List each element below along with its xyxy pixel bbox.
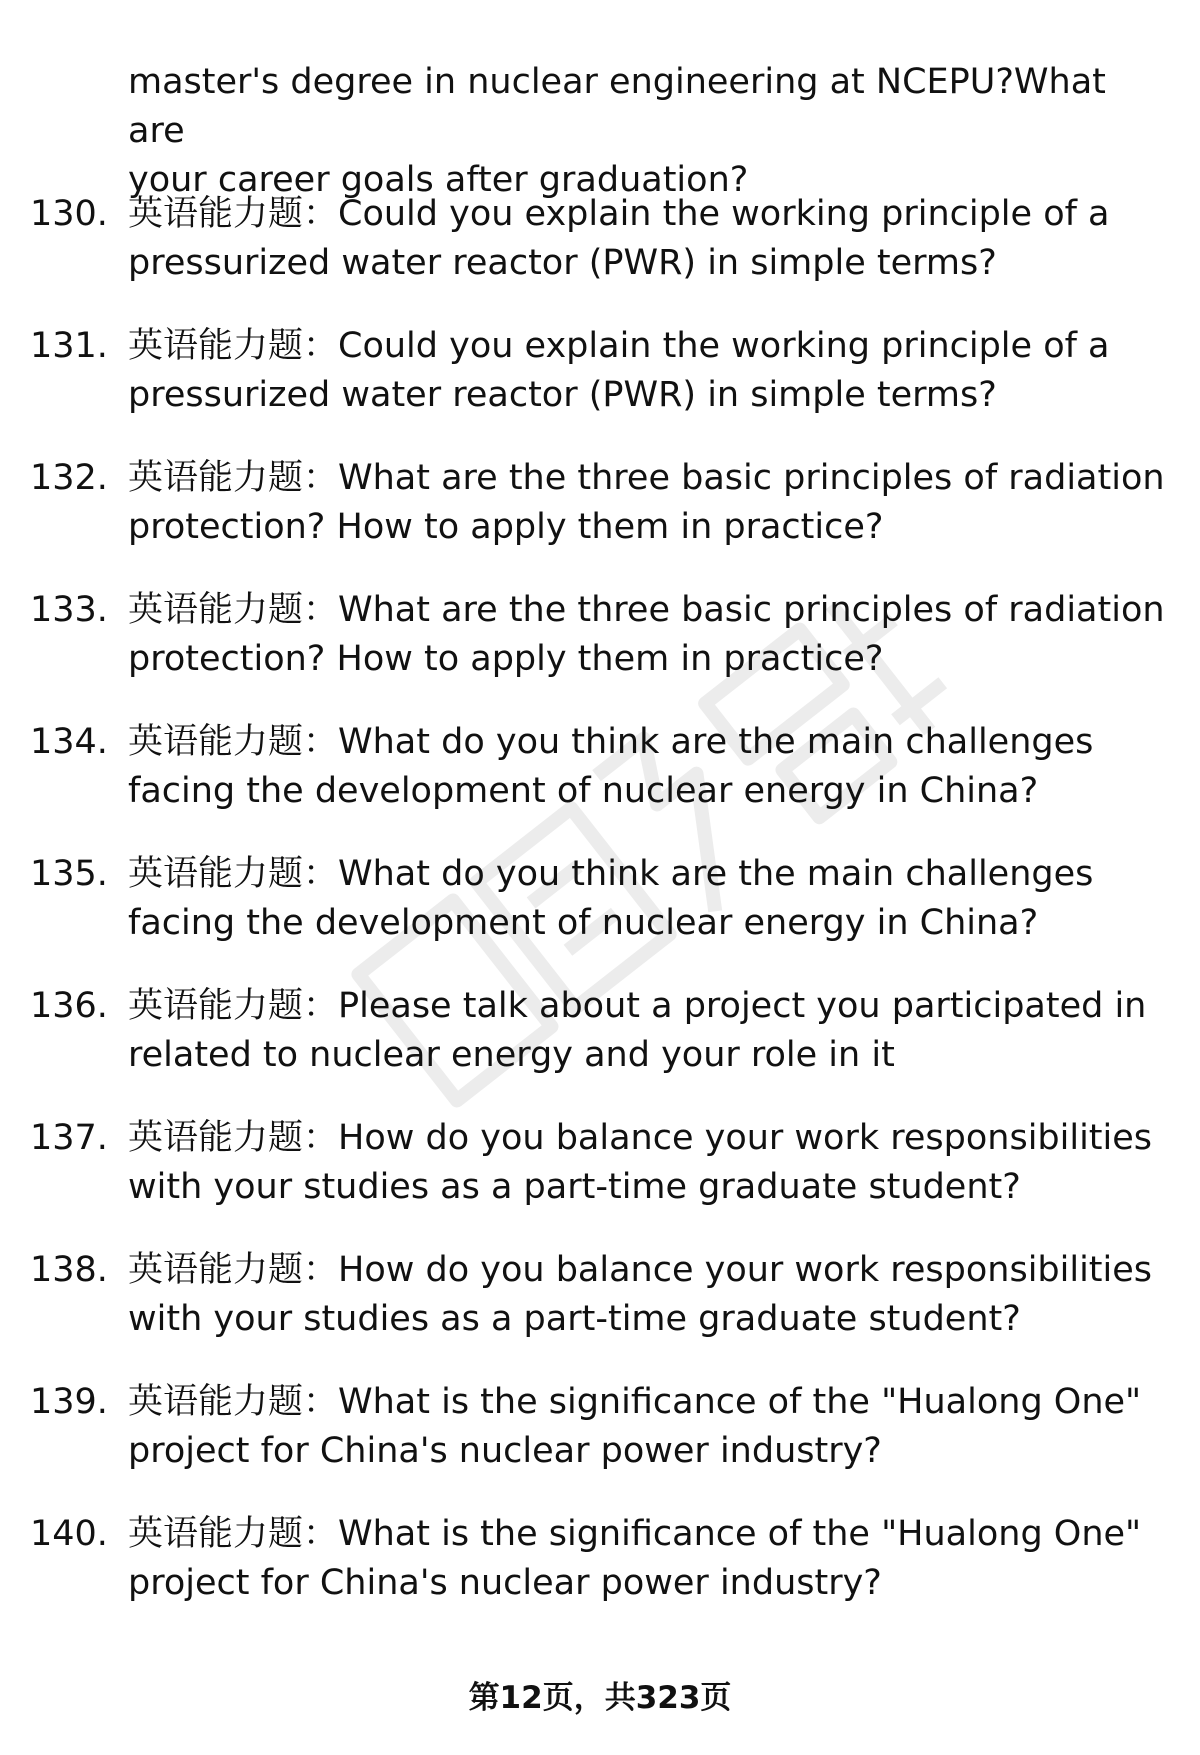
list-item	[0, 454, 1200, 586]
question-line-1	[128, 982, 1178, 1031]
question-prefix: 英语能力题：	[128, 722, 339, 762]
question-prefix: 英语能力题：	[128, 1514, 339, 1554]
list-item	[0, 190, 1200, 322]
question-text	[128, 982, 1178, 1080]
continued-question-text: master's degree in nuclear engineering at NCEPU?What are your career goals after graduation?	[128, 62, 1106, 200]
question-text	[128, 1510, 1178, 1608]
question-text	[128, 322, 1178, 420]
question-number: 133.	[30, 590, 108, 630]
question-line-2: pressurized water reactor (PWR) in simple terms?	[128, 375, 997, 415]
list-item	[0, 1246, 1200, 1378]
question-number: 130.	[30, 194, 108, 234]
question-line-2: pressurized water reactor (PWR) in simple terms?	[128, 243, 997, 283]
question-body: What is the significance of the "Hualong One"	[338, 1382, 1142, 1422]
question-text	[128, 1378, 1178, 1476]
question-prefix: 英语能力题：	[128, 854, 339, 894]
question-prefix: 英语能力题：	[128, 326, 339, 366]
question-body: How do you balance your work responsibilities	[338, 1250, 1153, 1290]
question-body: Could you explain the working principle of a	[338, 326, 1110, 366]
list-item	[0, 1378, 1200, 1510]
question-prefix: 英语能力题：	[128, 1118, 339, 1158]
question-body: How do you balance your work responsibilities	[338, 1118, 1153, 1158]
question-line-1	[128, 1246, 1178, 1295]
question-line-2: with your studies as a part-time graduate student?	[128, 1299, 1021, 1339]
question-line-1	[128, 850, 1178, 899]
question-line-2: facing the development of nuclear energy in China?	[128, 771, 1039, 811]
list-item	[0, 982, 1200, 1114]
list-item	[0, 586, 1200, 718]
question-number: 132.	[30, 458, 108, 498]
question-number: 138.	[30, 1250, 108, 1290]
question-body: Could you explain the working principle of a	[338, 194, 1110, 234]
question-text	[128, 1246, 1178, 1344]
question-number: 137.	[30, 1118, 108, 1158]
page-footer: 第12页，共323页	[468, 1680, 732, 1716]
question-number: 135.	[30, 854, 108, 894]
question-number: 134.	[30, 722, 108, 762]
question-number: 139.	[30, 1382, 108, 1422]
question-text	[128, 190, 1178, 288]
question-number: 131.	[30, 326, 108, 366]
question-line-2: project for China's nuclear power industry?	[128, 1431, 882, 1471]
question-line-1	[128, 1510, 1178, 1559]
question-line-1	[128, 190, 1178, 239]
question-body: What are the three basic principles of radiation	[338, 458, 1165, 498]
question-body: What are the three basic principles of radiation	[338, 590, 1165, 630]
question-text	[128, 586, 1178, 684]
list-item	[0, 1114, 1200, 1246]
question-body: Please talk about a project you participated in	[338, 986, 1147, 1026]
question-prefix: 英语能力题：	[128, 194, 339, 234]
question-text	[128, 850, 1178, 948]
list-item	[0, 322, 1200, 454]
question-line-1	[128, 586, 1178, 635]
question-prefix: 英语能力题：	[128, 590, 339, 630]
question-number: 136.	[30, 986, 108, 1026]
question-text	[128, 454, 1178, 552]
question-line-1	[128, 322, 1178, 371]
question-line-2: project for China's nuclear power industry?	[128, 1563, 882, 1603]
question-prefix: 英语能力题：	[128, 458, 339, 498]
list-item	[0, 1510, 1200, 1642]
question-number: 140.	[30, 1514, 108, 1554]
question-body: What is the significance of the "Hualong One"	[338, 1514, 1142, 1554]
question-prefix: 英语能力题：	[128, 1382, 339, 1422]
list-item	[0, 850, 1200, 982]
question-line-2: facing the development of nuclear energy in China?	[128, 903, 1039, 943]
question-prefix: 英语能力题：	[128, 1250, 339, 1290]
question-line-2: protection? How to apply them in practice?	[128, 639, 884, 679]
question-line-1	[128, 454, 1178, 503]
question-text	[128, 1114, 1178, 1212]
question-line-2: with your studies as a part-time graduate student?	[128, 1167, 1021, 1207]
question-text	[128, 718, 1178, 816]
question-line-1	[128, 718, 1178, 767]
list-item	[0, 718, 1200, 850]
question-line-2: related to nuclear energy and your role in it	[128, 1035, 895, 1075]
question-body: What do you think are the main challenges	[338, 854, 1094, 894]
question-line-1	[128, 1114, 1178, 1163]
question-prefix: 英语能力题：	[128, 986, 339, 1026]
question-body: What do you think are the main challenges	[338, 722, 1094, 762]
question-line-1	[128, 1378, 1178, 1427]
question-line-2: protection? How to apply them in practice?	[128, 507, 884, 547]
question-list	[0, 190, 1200, 1642]
